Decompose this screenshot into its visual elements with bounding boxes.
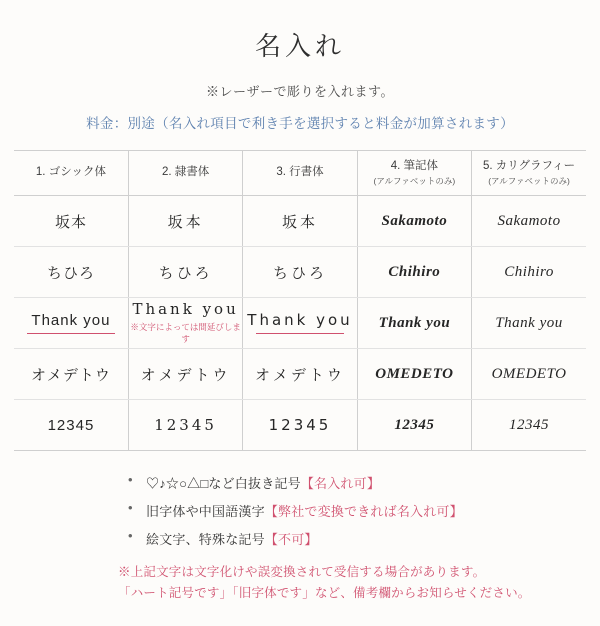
sample-cell: 12345: [128, 400, 242, 451]
column-header-label: 1. ゴシック体: [35, 166, 106, 179]
column-header-label: 2. 隷書体: [161, 166, 210, 179]
list-item-mark: 【不可】: [264, 532, 318, 547]
list-item-mark: 【名入れ可】: [300, 476, 381, 491]
sample-cell: Chihiro: [472, 247, 586, 298]
sample-cell: [14, 298, 128, 349]
sample-cell: 12345: [509, 416, 550, 433]
sample-cell: 坂本: [128, 196, 242, 247]
sample-cell: Chihiro: [357, 247, 471, 298]
column-header-gyosho: [243, 151, 357, 196]
footnote-line: ※上記文字は文字化けや誤変換されて受信する場合があります。: [118, 565, 486, 579]
font-sample-table-wrap: [14, 150, 586, 451]
red-underline: [27, 333, 116, 334]
row-note: ※文字によっては間延びします: [130, 322, 241, 345]
font-sample-table: [14, 151, 586, 450]
sample-cell: Sakamoto: [357, 196, 471, 247]
laser-note: ※レーザーで彫りを入れます。: [206, 84, 394, 99]
sample-text: Thank you: [132, 300, 239, 319]
column-header-sublabel: (アルファベットのみ): [488, 176, 570, 187]
column-header-gothic: [14, 151, 128, 196]
sample-cell: Thank you: [472, 298, 586, 349]
sample-cell: 坂本: [14, 196, 128, 247]
list-item: [128, 501, 600, 520]
footnote-line: 「ハート記号です」「旧字体です」など、備考欄からお知らせください。: [118, 586, 531, 601]
list-item-text: 絵文字、特殊な記号: [146, 532, 265, 547]
page-title: 名入れ: [254, 32, 345, 61]
red-underline: [256, 333, 344, 334]
price-note: 料金：別途（名入れ項目で利き手を選択すると料金が加算されます）: [86, 116, 514, 131]
sample-cell: 坂本: [243, 196, 357, 247]
list-item: [128, 473, 600, 492]
sample-text: Thank you: [247, 311, 353, 330]
column-header-label: 3. 行書体: [276, 166, 324, 179]
sample-cell: OMEDETO: [357, 349, 471, 400]
sample-cell: オメデトウ: [243, 349, 357, 400]
sample-cell: ちひろ: [14, 247, 128, 298]
table-row: [14, 349, 586, 400]
table-row: [14, 298, 586, 349]
sample-text: Thank you: [31, 312, 111, 330]
sample-cell: [243, 298, 357, 349]
column-header-label: 5. カリグラフィー: [482, 159, 576, 172]
notes-list: [0, 473, 600, 548]
table-row: [14, 247, 586, 298]
sample-cell: オメデトウ: [128, 349, 242, 400]
list-item: [128, 529, 600, 548]
sample-cell: オメデトウ: [14, 349, 128, 400]
table-row: [14, 400, 586, 451]
table-header-row: [14, 151, 586, 196]
list-item-mark: 【弊社で変換できれば名入れ可】: [264, 504, 463, 519]
sample-cell: Thank you: [357, 298, 471, 349]
table-row: [14, 196, 586, 247]
footnotes: [0, 562, 600, 605]
column-header-label: 4. 筆記体: [390, 159, 439, 172]
column-header-sublabel: (アルファベットのみ): [373, 176, 456, 187]
sample-cell: OMEDETO: [472, 349, 586, 400]
sample-cell: ちひろ: [128, 247, 242, 298]
column-header-brush: [357, 151, 471, 196]
column-header-calligraphy: [472, 151, 586, 196]
column-header-reisho: [128, 151, 242, 196]
sample-cell: 12345: [243, 400, 357, 451]
sample-cell: Sakamoto: [472, 196, 586, 247]
list-item-text: 旧字体や中国語漢字: [146, 504, 265, 519]
list-item-text: ♡♪☆○△□など白抜き記号: [146, 476, 301, 491]
sample-cell: ちひろ: [243, 247, 357, 298]
sample-cell: [128, 298, 242, 349]
sample-cell: 12345: [14, 400, 128, 451]
sample-cell: 12345: [357, 400, 471, 451]
name-engraving-page: [0, 26, 600, 626]
